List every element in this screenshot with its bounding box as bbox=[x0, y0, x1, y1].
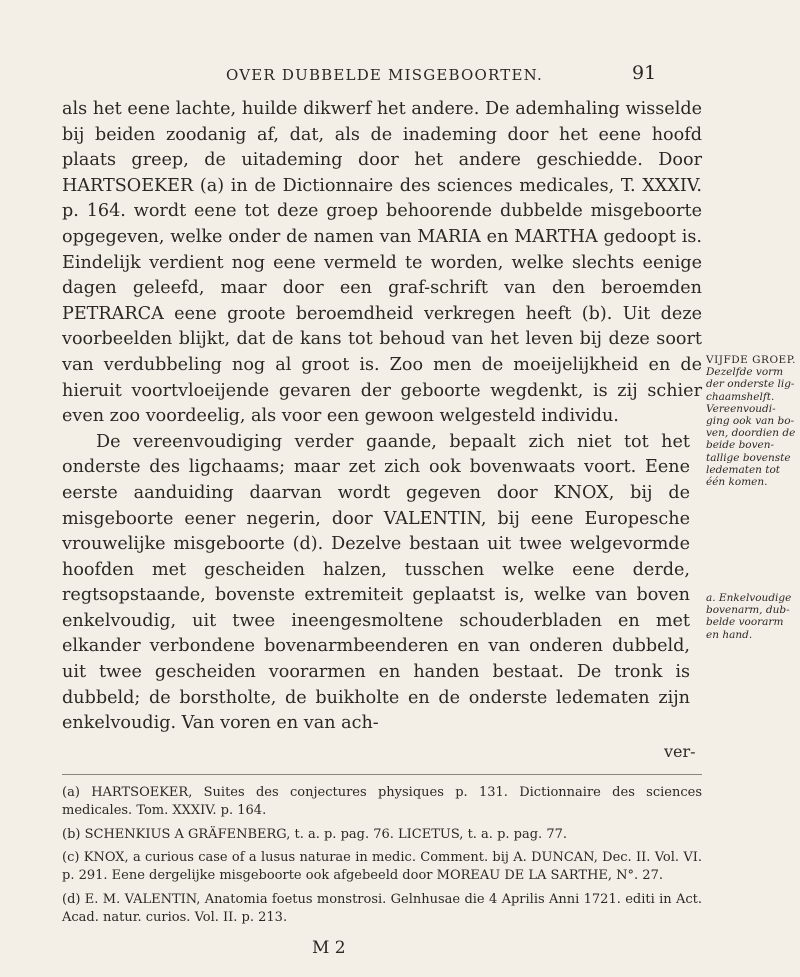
footnotes bbox=[62, 784, 702, 933]
running-head: OVER DUBBELDE MISGEBOORTEN. bbox=[226, 66, 543, 84]
paragraph-2: De vereenvoudiging verder gaande, bepaalt zich niet tot het onderste des ligchaams; maar zet zich ook bovenwaats voort. Eene eerste aanduiding daarvan wordt gegeven door KNOX, bij de misgeboorte eener negerin, door VALENTIN, bij eene Europesche vrouwelijke misgeboorte (d). Dezelve bestaan uit twee welgevormde hoofden met gescheiden halzen, tusschen welke eene derde, regtsopstaande, bovenste extremiteit geplaatst is, welke van boven enkelvoudig, uit twee ineengesmoltene schouderbladen en met elkander verbondene bovenarmbeenderen en van onderen dubbeld, uit twee gescheiden voorarmen en handen bestaat. De tronk is dubbeld; de borstholte, de buikholte en de onderste ledematen zijn enkelvoudig. Van voren en van ach- bbox=[62, 431, 690, 734]
margin-note-heading: VIJFDE GROEP. bbox=[706, 354, 796, 366]
footnote-a: (a) HARTSOEKER, Suites des conjectures physiques p. 131. Dictionnaire des sciences medicales. Tom. XXXIV. p. 164. bbox=[62, 785, 702, 818]
footnote-d: (d) E. M. VALENTIN, Anatomia foetus monstrosi. Gelnhusae die 4 Aprilis Anni 1721. editi in Act. Acad. natur. curios. Vol. II. p. 213. bbox=[62, 891, 702, 925]
paragraph-1: als het eene lachte, huilde dikwerf het andere. De ademhaling wisselde bij beiden zoodanig af, dat, als de inademing door het eene hoofd plaats greep, de uitademing door het andere geschiedde. Door HARTSOEKER (a) in de Dictionnaire des sciences medicales, T. XXXIV. p. 164. wordt eene tot deze groep behoorende dubbelde misgeboorte opgegeven, welke onder de namen van MARIA en MARTHA gedoopt is. Eindelijk verdient nog eene vermeld te worden, welke slechts eenige dagen geleefd, maar door een graf-schrift van den beroemden PETRARCA eene groote beroemdheid verkregen heeft (b). Uit deze voorbeelden blijkt, dat de kans tot behoud van het leven bij deze soort van verdubbeling nog al groot is. Zoo men de moeijelijkheid en de hieruit voortvloeijende gevaren der geboorte wegdenkt, is zij schier even zoo voordeelig, als voor een gewoon welgesteld individu. bbox=[62, 99, 702, 427]
page-number: 91 bbox=[632, 62, 657, 84]
margin-note-a bbox=[706, 592, 796, 641]
footnote-c: (c) KNOX, a curious case of a lusus naturae in medic. Comment. bij A. DUNCAN, Dec. II. Vol. VI. p. 291. Eene dergelijke misgeboorte ook afgebeeld door MOREAU DE LA SARTHE, N°. 27. bbox=[62, 850, 702, 884]
margin-note-vijfde-groep bbox=[706, 354, 796, 488]
margin-note-text: a. Enkelvoudige bovenarm, dub-belde voorarm en hand. bbox=[706, 592, 792, 641]
page-header bbox=[0, 62, 800, 92]
footnote-divider bbox=[62, 774, 702, 775]
signature-mark: M 2 bbox=[312, 938, 346, 958]
main-text bbox=[62, 97, 702, 737]
footnote-b: (b) SCHENKIUS A GRÄFENBERG, t. a. p. pag. 76. LICETUS, t. a. p. pag. 77. bbox=[62, 826, 567, 842]
margin-note-text: Dezelfde vorm der onderste lig-chaamshelft. Vereenvoudi-ging ook van bo-ven, doordien de beide boven-tallige bovenste ledematen tot één komen. bbox=[706, 366, 796, 489]
catchword: ver- bbox=[664, 742, 696, 761]
